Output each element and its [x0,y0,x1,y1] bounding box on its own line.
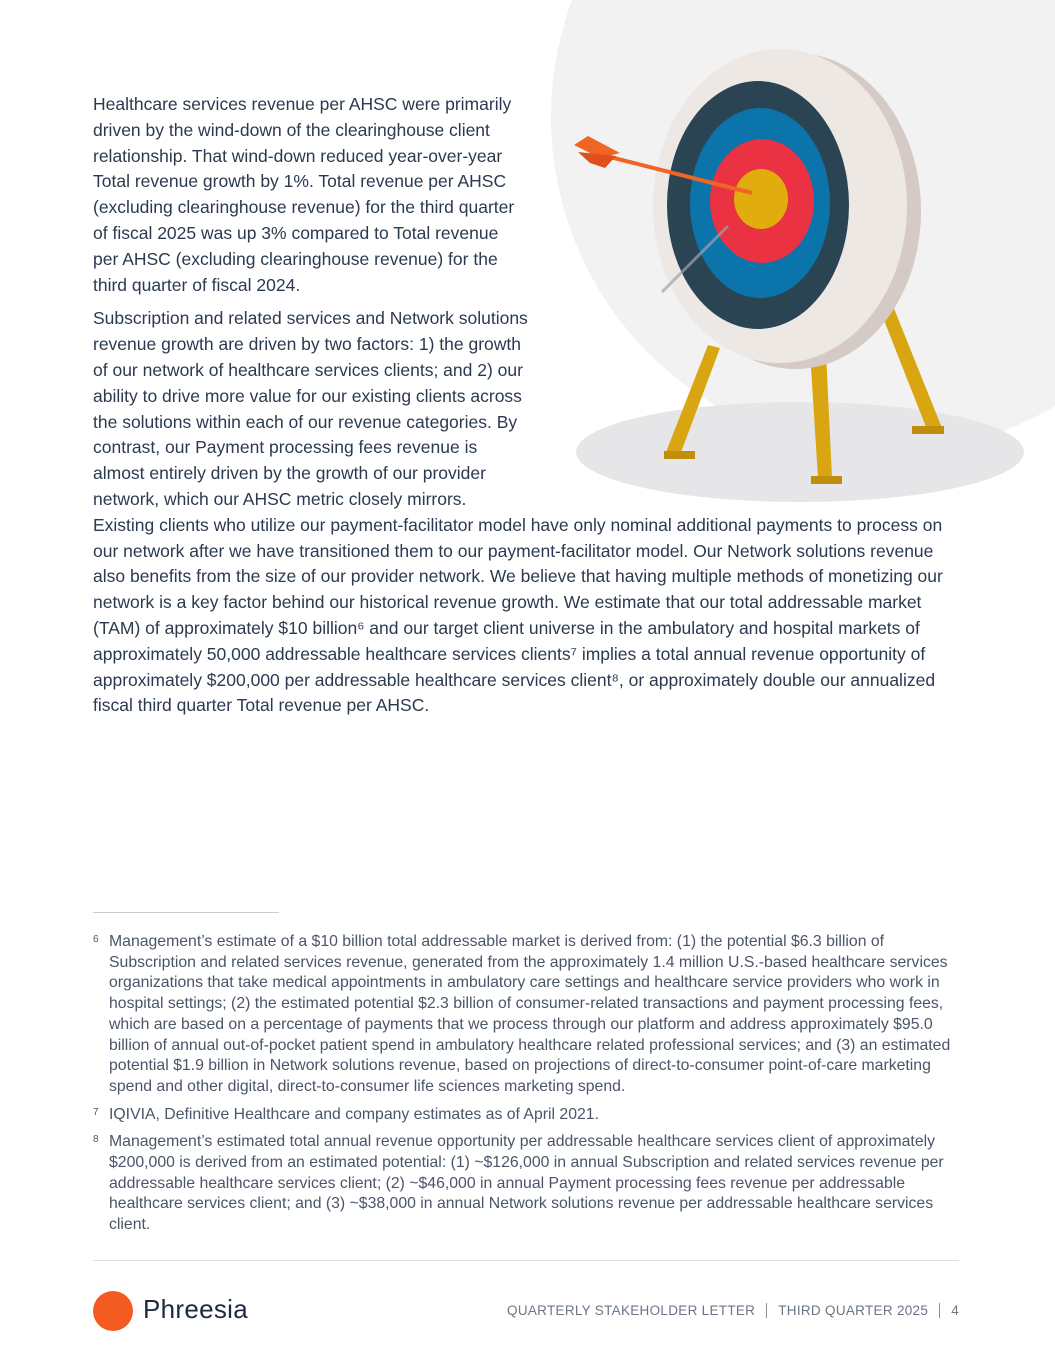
footer-separator [939,1303,940,1318]
footer-divider [93,1260,959,1261]
illustration-space [528,92,958,510]
footnote-number: 8 [93,1134,99,1146]
phreesia-logo-icon [93,1291,133,1331]
logo-wordmark: Phreesia [143,1294,249,1324]
page-number: 4 [951,1303,959,1318]
footer-info [507,1303,959,1318]
main-body-text [93,92,958,727]
footnote-text: IQIVIA, Definitive Healthcare and company estimates as of April 2021. [109,1105,599,1123]
paragraph-revenue-drivers: Subscription and related services and Network solutions revenue growth are driven by two factors: 1) the growth of our network of healthcare services clients; and 2) our ability to drive more value for our existing clients across the solutions within each of our revenue categories. By contrast, our Payment processing fees revenue is almost entirely driven by the growth of our provider network, which our AHSC metric closely mirrors. Existing clients who utilize our payment-facilitator model have only nominal additional payments to process on our network after we have transitioned them to our payment-facilitator model. Our Network solutions revenue also benefits from the size of our provider network. We believe that having multiple methods of monetizing our network is a key factor behind our historical revenue growth. We estimate that our total addressable market (TAM) of approximately $10 billion⁶ and our target client universe in the ambulatory and hospital markets of approximately 50,000 addressable healthcare services clients⁷ implies a total annual revenue opportunity of approximately $200,000 per addressable healthcare services client⁸, or approximately double our annualized fiscal third quarter Total revenue per AHSC. [93,308,943,716]
paragraph-ahsc-revenue: Healthcare services revenue per AHSC were primarily driven by the wind-down of the clearinghouse client relationship. That wind-down reduced year-over-year Total revenue growth by 1%. Total revenue per AHSC (excluding clearinghouse revenue) for the third quarter of fiscal 2025 was up 3% compared to Total revenue per AHSC (excluding clearinghouse revenue) for the third quarter of fiscal 2024. [93,94,515,295]
quarter-label: THIRD QUARTER 2025 [778,1303,929,1318]
footnote-text: Management’s estimated total annual revenue opportunity per addressable healthcare services client of approximately $200,000 is derived from an estimated potential: (1) ~$126,000 in annual Subscription and related services revenue per addressable healthcare services client; (2) ~$46,000 in annual Payment processing fees revenue per addressable healthcare services client; and (3) ~$38,000 in annual Network solutions revenue per addressable healthcare services client. [109,1133,944,1234]
footnote-divider [93,912,279,913]
footnote-number: 7 [93,1106,99,1118]
footnote-text: Management’s estimate of a $10 billion total addressable market is derived from: (1) the potential $6.3 billion of Subscription and related services revenue, generated from the approximately 1.4 million U.S.-based healthcare services organizations that take medical appointments in ambulatory care settings and healthcare service providers who work in hospital settings; (2) the estimated potential $2.3 billion of consumer-related transactions and payment processing fees, which are based on a percentage of payments that we process through our platform and address approximately $95.0 billion of annual out-of-pocket patient spend in ambulatory healthcare related professional services; and (3) an estimated potential $1.9 billion in Network solutions revenue, based on projections of direct-to-consumer point-of-care marketing spend and other digital, direct-to-consumer life sciences marketing spend. [109,933,951,1095]
footer-separator [766,1303,767,1318]
footnote-7 [93,1105,959,1126]
footnote-6 [93,932,959,1098]
letter-label: QUARTERLY STAKEHOLDER LETTER [507,1303,756,1318]
footnotes [93,932,959,1243]
footnote-number: 6 [93,934,99,945]
footnote-8 [93,1132,959,1236]
